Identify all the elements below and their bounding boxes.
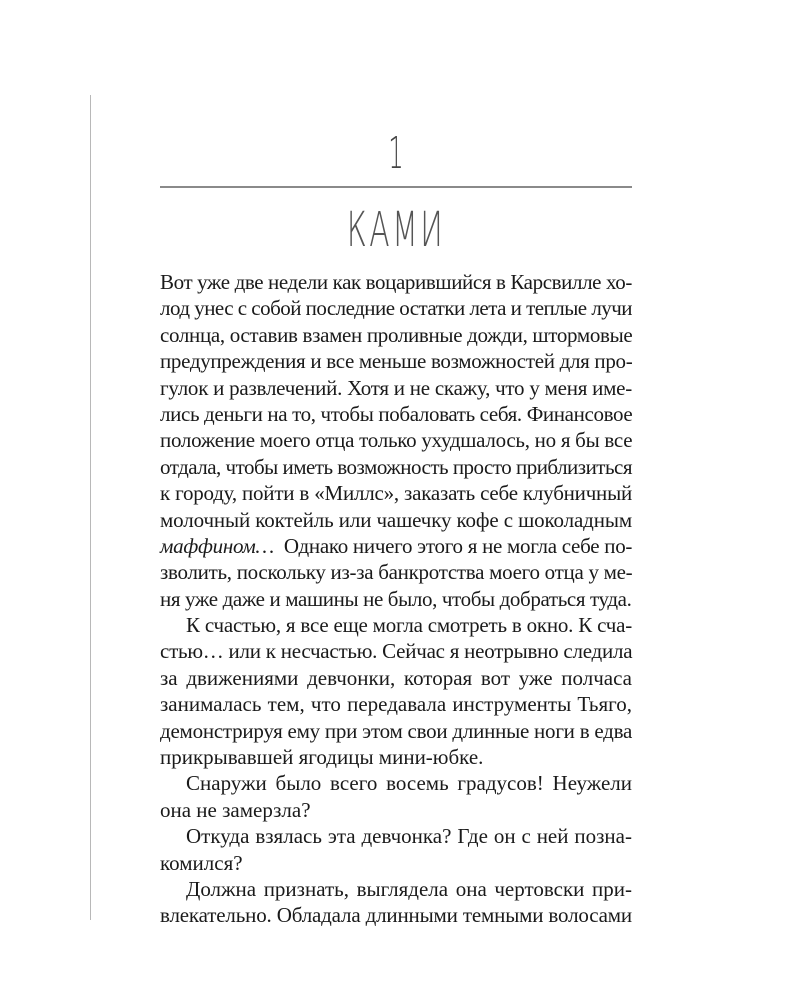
- text-line: ня уже даже и машины не было, чтобы добраться туда.: [160, 586, 632, 611]
- page-edge-line: [90, 95, 91, 920]
- body-text: [160, 269, 632, 929]
- text-line: солнца, оставив взамен проливные дожди, штормовые: [160, 322, 633, 347]
- text-line: к городу, пойти в «Миллс», заказать себе клубничный: [160, 481, 632, 506]
- chapter-number: 1: [388, 128, 404, 179]
- text-line: Откуда взялась эта девчонка? Где он с ней позна-: [186, 824, 632, 849]
- text-line: она не замерзла?: [160, 797, 311, 822]
- text-line: влекательно. Обладала длинными темными волосами: [160, 903, 632, 928]
- text-line: предупреждения и все меньше возможностей для про-: [160, 349, 633, 374]
- text-line: зволить, поскольку из-за банкротства моего отца у ме-: [160, 560, 633, 585]
- text-line: Вот уже две недели как воцарившийся в Карсвилле хо-: [160, 270, 632, 294]
- text-line-rest: Однако ничего этого я не могла себе по-: [283, 533, 633, 558]
- italic-word: маффином…: [160, 533, 274, 558]
- text-line: комился?: [160, 850, 243, 875]
- text-line: отдала, чтобы иметь возможность просто приблизиться: [160, 454, 632, 479]
- text-line: положение моего отца только ухудшалось, но я бы все: [160, 428, 633, 453]
- text-line: лись деньги на то, чтобы побаловать себя. Финансовое: [160, 401, 633, 426]
- text-line: демонстрируя ему при этом свои длинные ноги в едва: [160, 718, 633, 743]
- text-line: стью… или к несчастью. Сейчас я неотрывно следила: [160, 639, 633, 664]
- text-line: молочный коктейль или чашечку кофе с шоколадным: [160, 507, 632, 532]
- text-line: прикрывавшей ягодицы мини-юбке.: [160, 745, 484, 770]
- chapter-divider: [160, 186, 632, 188]
- text-line: занималась тем, что передавала инструменты Тьяго,: [160, 692, 632, 717]
- text-line: гулок и развлечений. Хотя и не скажу, что у меня име-: [160, 375, 632, 400]
- text-line: лод унес с собой последние остатки лета и теплые лучи: [160, 296, 632, 321]
- text-line: за движениями девчонки, которая вот уже полчаса: [160, 665, 632, 690]
- text-line: Снаружи было всего восемь градусов! Неужели: [186, 771, 632, 796]
- text-line: К счастью, я все еще могла смотреть в окно. К сча-: [186, 613, 632, 638]
- text-line: Должна признать, выглядела она чертовски при-: [186, 876, 632, 901]
- chapter-title: КАМИ: [346, 202, 446, 258]
- text-line: [160, 533, 632, 559]
